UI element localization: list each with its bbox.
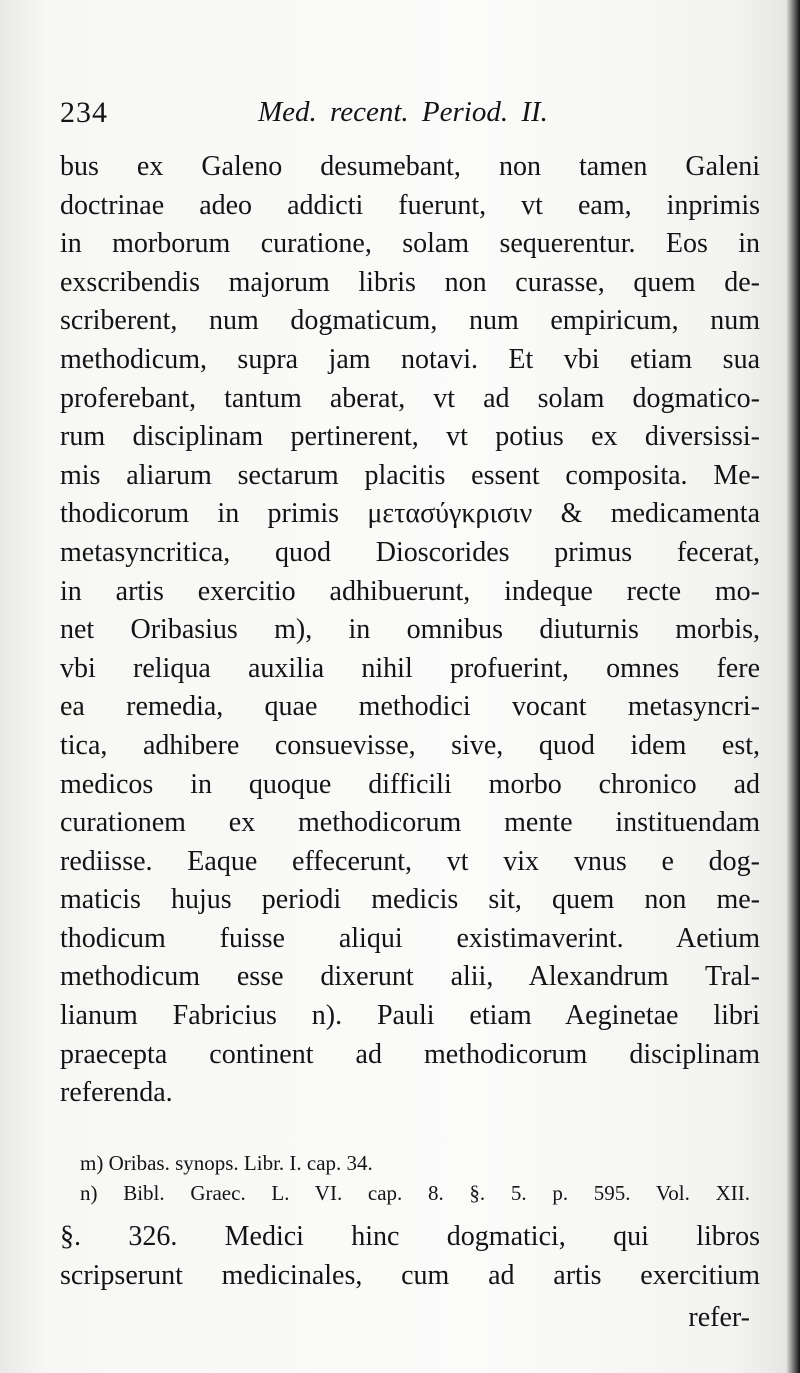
text-line: curationem ex methodicorum mente instituendam bbox=[60, 807, 760, 839]
text-line: rum disciplinam pertinerent, vt potius ex diversissi- bbox=[60, 421, 760, 453]
text-line: bus ex Galeno desumebant, non tamen Galeni bbox=[60, 151, 760, 182]
section-paragraph bbox=[60, 1218, 760, 1295]
catchword: refer- bbox=[688, 1302, 750, 1333]
text-line: in artis exercitio adhibuerunt, indeque recte mo- bbox=[60, 575, 760, 607]
text-line: doctrinae adeo addicti fuerunt, vt eam, inprimis bbox=[60, 189, 760, 221]
text-line: mis aliarum sectarum placitis essent composita. Me- bbox=[60, 459, 760, 491]
text-line: proferebant, tantum aberat, vt ad solam dogmatico- bbox=[60, 382, 760, 414]
footnote: m) Oribas. synops. Libr. I. cap. 34. bbox=[80, 1151, 373, 1175]
text-line: referenda. bbox=[60, 1077, 173, 1109]
text-line: praecepta continent ad methodicorum disciplinam bbox=[60, 1038, 760, 1070]
text-line: tica, adhibere consuevisse, sive, quod idem est, bbox=[60, 729, 760, 761]
text-line: thodicorum in primis μετασύγκρισιν & medicamenta bbox=[60, 498, 760, 530]
text-line: lianum Fabricius n). Pauli etiam Aeginetae libri bbox=[60, 1000, 760, 1032]
text-line: vbi reliqua auxilia nihil profuerint, omnes fere bbox=[60, 652, 760, 684]
text-line: exscribendis majorum libris non curasse, quem de- bbox=[60, 266, 760, 298]
text-line: in morborum curatione, solam sequerentur. Eos in bbox=[60, 228, 760, 260]
text-line: scriberent, num dogmaticum, num empiricum, num bbox=[60, 305, 760, 337]
text-line: methodicum esse dixerunt alii, Alexandrum Tral- bbox=[60, 961, 760, 993]
section-line: scripserunt medicinales, cum ad artis exercitium bbox=[60, 1259, 760, 1291]
text-line: metasyncritica, quod Dioscorides primus fecerat, bbox=[60, 536, 760, 568]
main-paragraph bbox=[60, 148, 760, 1113]
text-line: ea remedia, quae methodici vocant metasyncri- bbox=[60, 691, 760, 723]
page-number: 234 bbox=[60, 96, 108, 129]
text-line: methodicum, supra jam notavi. Et vbi etiam sua bbox=[60, 343, 760, 375]
scan-shadow-edge bbox=[786, 0, 800, 1373]
text-line: rediisse. Eaque effecerunt, vt vix vnus e dog- bbox=[60, 845, 760, 877]
page-header bbox=[60, 96, 760, 136]
section-line: §. 326. Medici hinc dogmatici, qui libros bbox=[60, 1221, 760, 1252]
footnotes bbox=[80, 1148, 750, 1208]
text-line: thodicum fuisse aliqui existimaverint. Aetium bbox=[60, 922, 760, 954]
text-line: maticis hujus periodi medicis sit, quem non me- bbox=[60, 884, 760, 916]
running-head: Med. recent. Period. II. bbox=[258, 96, 548, 128]
text-line: net Oribasius m), in omnibus diuturnis morbis, bbox=[60, 614, 760, 646]
footnote: n) Bibl. Graec. L. VI. cap. 8. §. 5. p. 595. Vol. XII. bbox=[80, 1181, 750, 1205]
text-line: medicos in quoque difficili morbo chronico ad bbox=[60, 768, 760, 800]
